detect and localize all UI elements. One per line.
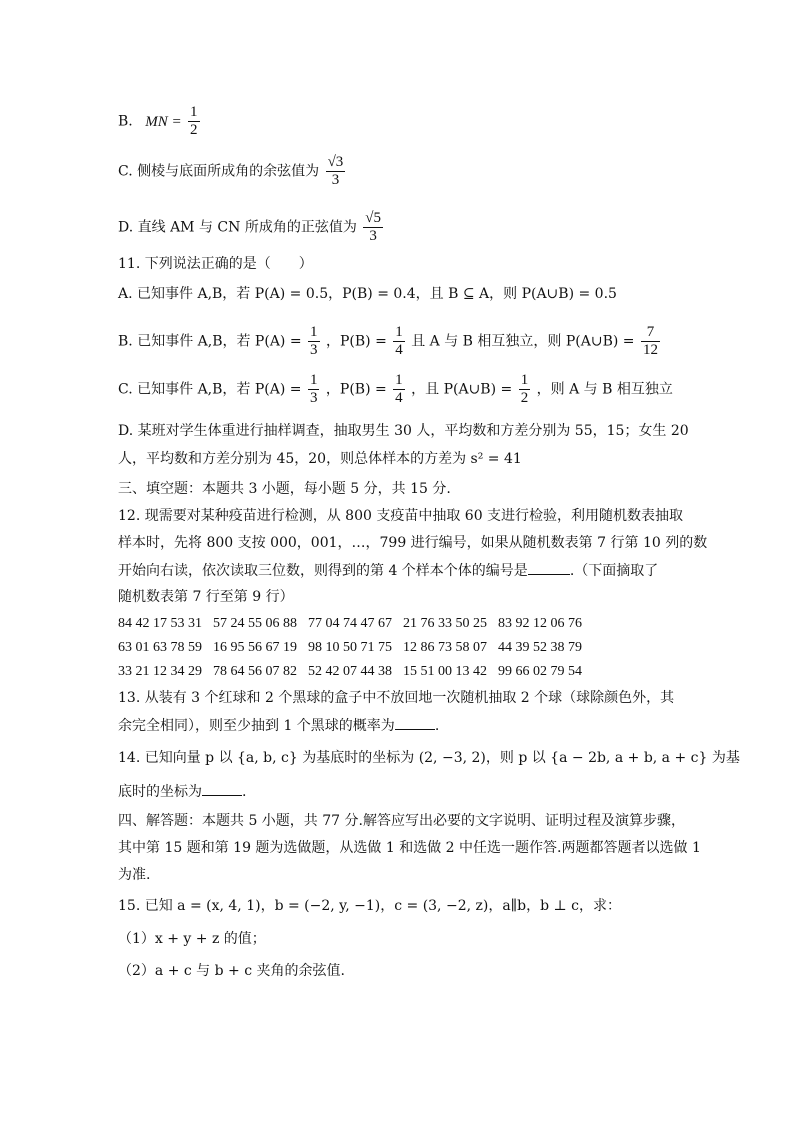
question-text: .（下面摘取了 — [569, 563, 659, 579]
option-text: C. 侧棱与底面所成角的余弦值为 — [118, 163, 320, 180]
answer-blank — [395, 715, 435, 730]
question-text: . — [242, 784, 247, 800]
fraction — [519, 372, 531, 407]
fraction-denominator: 4 — [395, 390, 403, 406]
fraction-denominator: 4 — [395, 342, 403, 358]
option-text: 且 A 与 B 相互独立，则 P(A∪B) = — [411, 333, 635, 350]
section-4-line2: 其中第 15 题和第 19 题为选做题，从选做 1 和选做 2 中任选一题作答.两题都答题者以选做 1 — [118, 840, 701, 856]
question-text: 开始向右读，依次读取三位数，则得到的第 4 个样本个体的编号是 — [118, 563, 528, 579]
random-group: 84 42 17 53 31 — [118, 616, 202, 631]
random-group: 63 01 63 78 59 — [118, 640, 202, 655]
fraction-numerator: √5 — [365, 210, 382, 226]
q11-option-a: A. 已知事件 A,B，若 P(A) = 0.5，P(B) = 0.4，且 B ⊆ A，则 P(A∪B) = 0.5 — [118, 286, 617, 302]
fraction — [188, 104, 200, 139]
fraction-numerator: √3 — [327, 154, 344, 170]
answer-blank — [202, 781, 242, 796]
fraction-numerator: 1 — [395, 372, 403, 388]
section-4-line1: 四、解答题：本题共 5 小题，共 77 分.解答应写出必要的文字说明、证明过程及演算步骤， — [118, 813, 685, 829]
fraction — [363, 210, 383, 245]
random-group: 12 86 73 58 07 — [403, 640, 487, 655]
fraction-denominator: 2 — [190, 122, 198, 138]
option-text: ，且 P(A∪B) = — [411, 381, 513, 398]
q10-option-b — [118, 104, 202, 139]
option-text: ，P(B) = — [325, 333, 387, 350]
question-text: 余完全相同），则至少抽到 1 个黑球的概率为 — [118, 718, 395, 734]
random-group: 16 95 56 67 19 — [213, 640, 297, 655]
fraction — [308, 324, 320, 359]
section-3-heading: 三、填空题：本题共 3 小题，每小题 5 分，共 15 分. — [118, 481, 451, 497]
random-group: 78 64 56 07 82 — [213, 664, 297, 679]
q11-stem: 11. 下列说法正确的是（ ） — [118, 256, 313, 272]
q11-option-d-line1: D. 某班对学生体重进行抽样调查，抽取男生 30 人，平均数和方差分别为 55，15；女生 20 — [118, 423, 689, 439]
fraction-denominator: 3 — [310, 342, 318, 358]
option-text: B. 已知事件 A,B，若 P(A) = — [118, 333, 302, 350]
q13-line1: 13. 从装有 3 个红球和 2 个黑球的盒子中不放回地一次随机抽取 2 个球（球除颜色外，其 — [118, 690, 675, 706]
q10-option-c — [118, 154, 347, 189]
q14-line2 — [118, 781, 246, 802]
fraction-numerator: 1 — [520, 372, 529, 388]
q10-option-d — [118, 210, 385, 245]
q14-line1: 14. 已知向量 p 以 {a, b, c} 为基底时的坐标为 (2, −3, 2)，则 p 以 {a − 2b, a + b, a + c} 为基 — [118, 750, 740, 766]
random-table-row — [118, 662, 593, 682]
q13-line2 — [118, 715, 439, 736]
fraction-denominator: 2 — [520, 390, 529, 406]
random-group: 21 76 33 50 25 — [403, 616, 487, 631]
fraction-denominator: 3 — [309, 390, 318, 406]
option-label: B. — [118, 113, 133, 130]
q15-part1: （1）x + y + z 的值； — [118, 931, 266, 947]
q11-option-d-line2: 人，平均数和方差分别为 45，20，则总体样本的方差为 s² = 41 — [118, 451, 522, 467]
fraction — [308, 372, 320, 407]
q15-stem: 15. 已知 a = (x, 4, 1)，b = (−2, y, −1)，c = (3, −2, z)，a∥b，b ⊥ c，求： — [118, 898, 621, 914]
fraction-numerator: 1 — [309, 372, 318, 388]
option-text: D. 直线 AM 与 CN 所成角的正弦值为 — [118, 219, 357, 236]
fraction-denominator: 3 — [369, 228, 377, 244]
random-group: 33 21 12 34 29 — [118, 664, 202, 679]
q15-part2: （2）a + c 与 b + c 夹角的余弦值. — [118, 963, 345, 979]
fraction-numerator: 1 — [395, 324, 403, 340]
section-4-line3: 为准. — [118, 867, 151, 883]
math-expression: MN = — [145, 113, 182, 130]
fraction — [326, 154, 346, 189]
fraction-numerator: 7 — [641, 324, 660, 342]
option-text: ，P(B) = — [325, 381, 387, 398]
random-group: 52 42 07 44 38 — [308, 664, 392, 679]
q12-line2: 样本时，先将 800 支按 000，001，…，799 进行编号，如果从随机数表第 7 行第 10 列的数 — [118, 535, 708, 551]
q12-line3 — [118, 560, 658, 581]
fraction — [641, 324, 660, 359]
fraction-numerator: 1 — [190, 104, 198, 120]
random-group: 57 24 55 06 88 — [213, 616, 297, 631]
random-group: 77 04 74 47 67 — [308, 616, 392, 631]
question-text: 底时的坐标为 — [118, 784, 202, 800]
random-table-row — [118, 614, 593, 634]
fraction-denominator: 3 — [331, 172, 340, 188]
fraction — [393, 372, 405, 407]
q12-line4: 随机数表第 7 行至第 9 行） — [118, 589, 294, 605]
option-text: ，则 A 与 B 相互独立 — [536, 381, 673, 398]
random-group: 44 39 52 38 79 — [498, 640, 582, 655]
random-table-row — [118, 638, 593, 658]
random-group: 98 10 50 71 75 — [308, 640, 392, 655]
random-group: 83 92 12 06 76 — [498, 616, 582, 631]
q11-option-b — [118, 324, 662, 359]
q11-option-c — [118, 372, 673, 407]
random-group: 15 51 00 13 42 — [403, 664, 487, 679]
option-text: C. 已知事件 A,B，若 P(A) = — [118, 381, 302, 398]
answer-blank — [528, 560, 570, 575]
random-group: 99 66 02 79 54 — [498, 664, 582, 679]
fraction-denominator: 12 — [642, 342, 658, 358]
question-text: . — [434, 718, 440, 734]
q12-line1: 12. 现需要对某种疫苗进行检测，从 800 支疫苗中抽取 60 支进行检验，利用随机数表抽取 — [118, 508, 684, 524]
fraction — [393, 324, 405, 359]
fraction-numerator: 1 — [310, 324, 318, 340]
